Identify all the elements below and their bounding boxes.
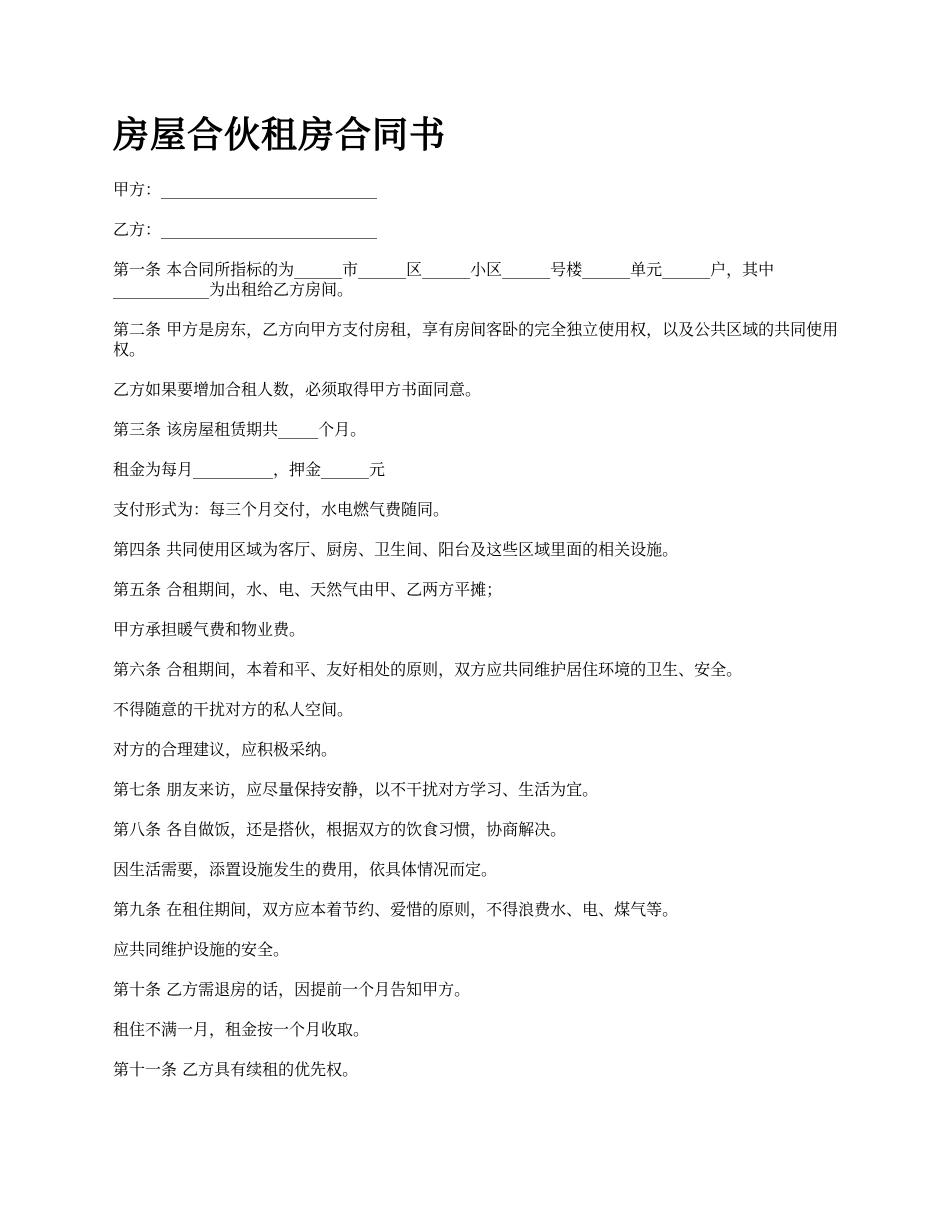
clause-paragraph: 第四条 共同使用区域为客厅、厨房、卫生间、阳台及这些区域里面的相关设施。 <box>113 540 679 559</box>
clause-paragraph: 第八条 各自做饭，还是搭伙，根据双方的饮食习惯，协商解决。 <box>113 820 567 839</box>
clause-paragraph: 第十条 乙方需退房的话，因提前一个月告知甲方。 <box>113 980 471 999</box>
clause-paragraph: 应共同维护设施的安全。 <box>113 940 290 959</box>
clause-paragraph: 第七条 朋友来访，应尽量保持安静，以不干扰对方学习、生活为宜。 <box>113 780 599 799</box>
clause-paragraph: 甲方承担暖气费和物业费。 <box>113 620 306 639</box>
clause-paragraph: 租住不满一月，租金按一个月收取。 <box>113 1020 370 1039</box>
clause-paragraph: 第五条 合租期间，水、电、天然气由甲、乙两方平摊； <box>113 580 503 599</box>
document-title: 房屋合伙租房合同书 <box>113 115 447 156</box>
clause-paragraph: 第九条 在租住期间，双方应本着节约、爱惜的原则，不得浪费水、电、煤气等。 <box>113 900 679 919</box>
document-body <box>113 112 848 1100</box>
clause-paragraph: 对方的合理建议，应积极采纳。 <box>113 740 338 759</box>
clause-paragraph: 不得随意的干扰对方的私人空间。 <box>113 700 354 719</box>
clause-paragraph: 第十一条 乙方具有续租的优先权。 <box>113 1060 359 1079</box>
party-b-line: 乙方：___________________________ <box>113 220 378 239</box>
clause-paragraph: 第一条 本合同所指标的为______市______区______小区______号楼______单元______户，其中____________为出租给乙方房间。 <box>113 260 775 299</box>
clause-paragraph: 乙方如果要增加合租人数，必须取得甲方书面同意。 <box>113 380 482 399</box>
clause-paragraph: 租金为每月__________，押金______元 <box>113 460 386 479</box>
party-a-line: 甲方：___________________________ <box>113 180 378 199</box>
clause-paragraph: 第三条 该房屋租赁期共_____个月。 <box>113 420 367 439</box>
clause-paragraph: 因生活需要，添置设施发生的费用，依具体情况而定。 <box>113 860 498 879</box>
clause-paragraph: 第二条 甲方是房东，乙方向甲方支付房租，享有房间客卧的完全独立使用权，以及公共区域的共同使用权。 <box>113 320 839 359</box>
clause-paragraph: 支付形式为：每三个月交付，水电燃气费随同。 <box>113 500 450 519</box>
clause-paragraph: 第六条 合租期间，本着和平、友好相处的原则，双方应共同维护居住环境的卫生、安全。 <box>113 660 743 679</box>
